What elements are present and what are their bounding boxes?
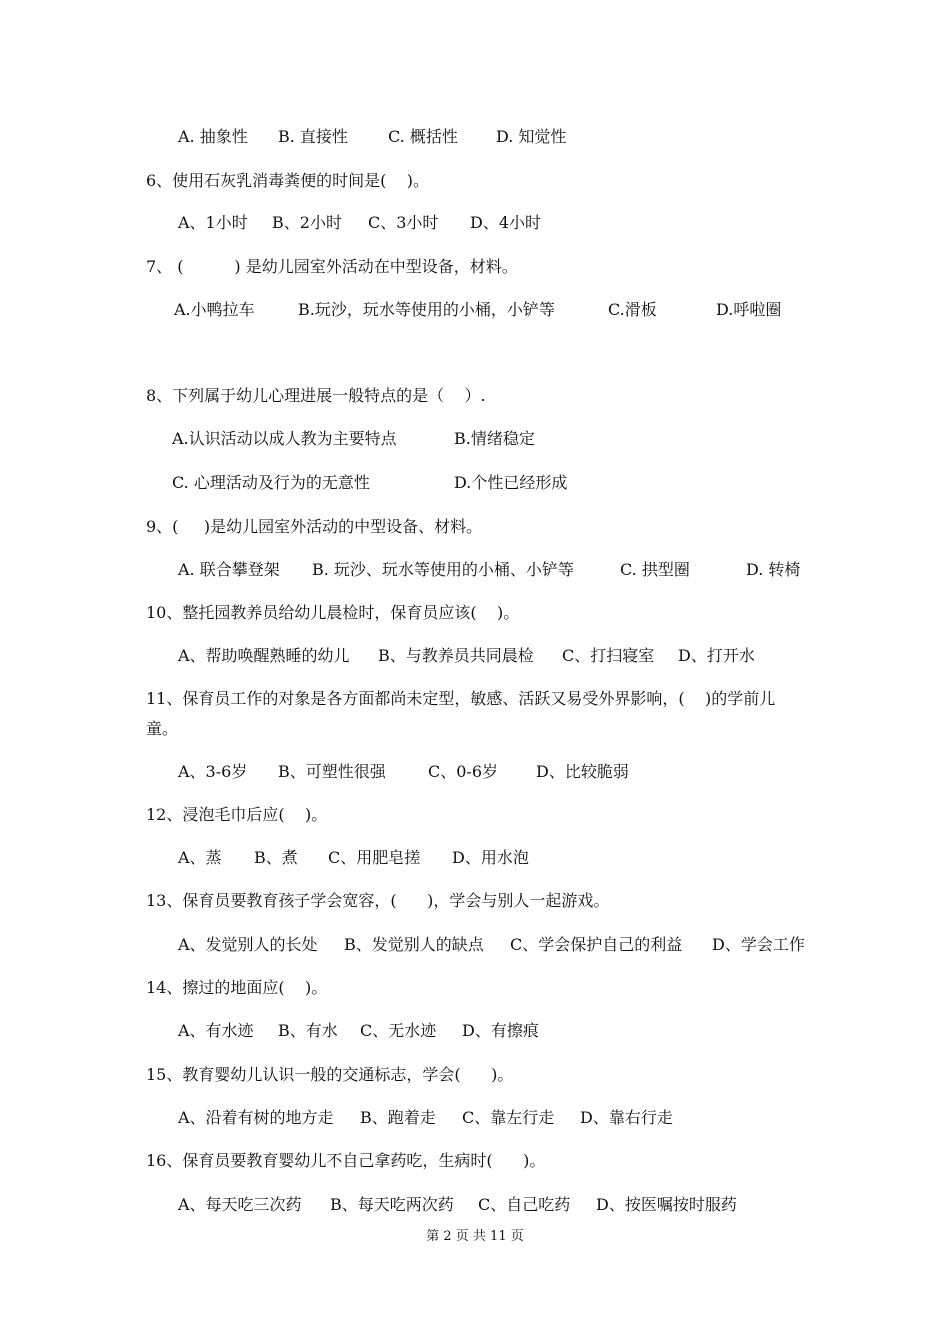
answer-option: D、按医嘱按时服药 — [596, 1195, 737, 1214]
answer-option: D.呼啦圈 — [716, 300, 782, 319]
answer-option: D.个性已经形成 — [454, 473, 568, 492]
answer-option: D、用水泡 — [452, 848, 529, 867]
question-text: 13、保育员要教育孩子学会宽容，( )，学会与别人一起游戏。 — [146, 891, 610, 910]
answer-option: A、每天吃三次药 — [178, 1195, 302, 1214]
answer-option: C、学会保护自己的利益 — [510, 935, 683, 954]
answer-option: B.情绪稳定 — [454, 429, 535, 448]
answer-option: D. 知觉性 — [496, 127, 567, 146]
question-text: 11、保育员工作的对象是各方面都尚未定型，敏感、活跃又易受外界影响，( )的学前儿 — [146, 689, 776, 708]
answer-option: C、3小时 — [368, 213, 439, 232]
answer-option: C、打扫寝室 — [562, 646, 655, 665]
answer-option: B、跑着走 — [360, 1108, 436, 1127]
answer-option: D. 转椅 — [746, 560, 801, 579]
question-text: 12、浸泡毛巾后应( )。 — [146, 805, 328, 824]
answer-option: B、有水 — [278, 1021, 338, 1040]
answer-option: A、蒸 — [178, 848, 222, 867]
answer-option: D、4小时 — [470, 213, 542, 232]
answer-option: A. 抽象性 — [178, 127, 248, 146]
question-text: 童。 — [146, 719, 179, 738]
answer-option: A、有水迹 — [178, 1021, 254, 1040]
question-text: 8、下列属于幼儿心理进展一般特点的是（ ）. — [146, 386, 486, 405]
answer-option: A.认识活动以成人教为主要特点 — [172, 429, 397, 448]
answer-option: C、无水迹 — [360, 1021, 437, 1040]
answer-option: B. 直接性 — [278, 127, 348, 146]
answer-option: B.玩沙，玩水等使用的小桶，小铲等 — [298, 300, 555, 319]
answer-option: A、1小时 — [178, 213, 248, 232]
answer-option: C. 概括性 — [388, 127, 458, 146]
answer-option: B、与教养员共同晨检 — [378, 646, 534, 665]
question-text: 6、使用石灰乳消毒粪便的时间是( )。 — [146, 171, 430, 190]
answer-option: D、靠右行走 — [580, 1108, 673, 1127]
answer-option: D、打开水 — [678, 646, 755, 665]
answer-option: C、用肥皂搓 — [328, 848, 421, 867]
answer-option: B、煮 — [254, 848, 298, 867]
answer-option: A.小鸭拉车 — [174, 300, 255, 319]
question-text: 7、 ( ) 是幼儿园室外活动在中型设备，材料。 — [146, 257, 518, 276]
answer-option: B、可塑性很强 — [278, 762, 386, 781]
answer-option: C、靠左行走 — [462, 1108, 555, 1127]
answer-option: D、有擦痕 — [462, 1021, 539, 1040]
answer-option: C、自己吃药 — [478, 1195, 571, 1214]
question-text: 16、保育员要教育婴幼儿不自己拿药吃，生病时( )。 — [146, 1151, 546, 1170]
page-footer: 第 2 页 共 11 页 — [426, 1229, 524, 1244]
answer-option: A、帮助唤醒熟睡的幼儿 — [178, 646, 350, 665]
question-text: 15、教育婴幼儿认识一般的交通标志，学会( )。 — [146, 1065, 514, 1084]
answer-option: D、学会工作 — [712, 935, 805, 954]
answer-option: A、3-6岁 — [178, 762, 248, 781]
question-text: 9、( )是幼儿园室外活动的中型设备、材料。 — [146, 517, 483, 536]
answer-option: B、发觉别人的缺点 — [344, 935, 484, 954]
answer-option: C、0-6岁 — [428, 762, 499, 781]
question-text: 14、擦过的地面应( )。 — [146, 978, 328, 997]
answer-option: B、每天吃两次药 — [330, 1195, 454, 1214]
question-text: 10、整托园教养员给幼儿晨检时，保育员应该( )。 — [146, 603, 520, 622]
answer-option: C. 拱型圈 — [620, 560, 690, 579]
answer-option: A、沿着有树的地方走 — [178, 1108, 334, 1127]
answer-option: A、发觉别人的长处 — [178, 935, 318, 954]
answer-option: B、2小时 — [272, 213, 342, 232]
answer-option: C. 心理活动及行为的无意性 — [172, 473, 370, 492]
answer-option: A. 联合攀登架 — [178, 560, 280, 579]
answer-option: D、比较脆弱 — [536, 762, 629, 781]
answer-option: C.滑板 — [608, 300, 657, 319]
answer-option: B. 玩沙、玩水等使用的小桶、小铲等 — [312, 560, 574, 579]
